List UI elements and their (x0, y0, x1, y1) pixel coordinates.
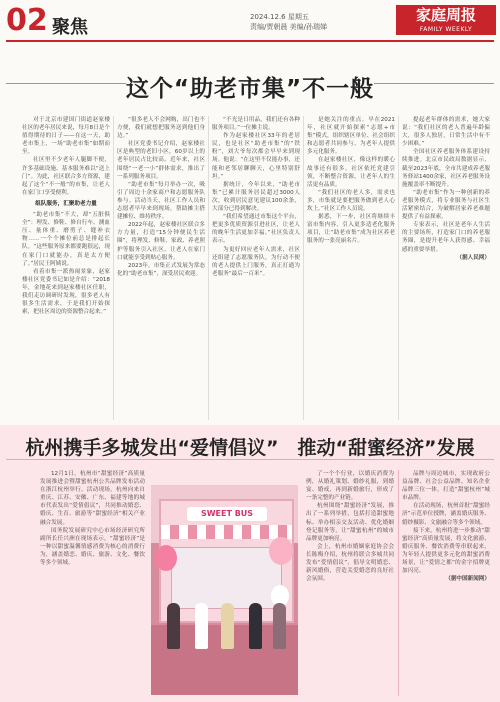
paragraph: 看着市集一派热闹景象，赵家楼社区党委书记如是介绍：“2018年，金地花来到赵家楼社区任职，我们走访调研时发现，很多老人有很多生活需求，于是我们开始探索，把社区周边的资源整合起来。” (22, 268, 110, 316)
paragraph: 了一个个行业，以婚庆消费为例，从婚礼策划、婚纱礼服，到婚宴、婚戒，再到新婚旅行，形成了一条完整的产业链。 (306, 471, 394, 502)
newspaper-logo (396, 5, 496, 35)
paragraph: 2023年，市集正式发展为常态化的“助老市集”，深受居民欢迎。 (117, 262, 205, 277)
paragraph: 据统计，今年以来，“助老市集”已累计服务居民超过3000人次，收到居民意见建议100余条，大部分已得到解决。 (212, 181, 300, 213)
byline: （据人民网） (456, 254, 490, 261)
article1-column-3 (212, 116, 300, 420)
article1-column-2 (117, 116, 205, 420)
paragraph: 国务院发展研究中心市场经济研究所副所长任兴洲在现场表示，“甜蜜经济”是一种以甜蜜温馨情感消费为核心的消费行为，涵盖婚恋、婚庆、旅游、文化、餐饮等多个领域。 (40, 527, 145, 567)
shop-window (171, 547, 282, 609)
logo-chinese: 家庭周报 (415, 6, 476, 24)
article2-headline: 杭州携手多城发出“爱情倡议” 推动“甜蜜经济”发展 (25, 437, 475, 459)
paragraph: “助老市集”作为一种创新的养老服务模式，将专业服务与社区生活紧密结合，为破解居家养老难题提供了有益探索。 (402, 189, 490, 221)
article1-column-4 (307, 116, 395, 420)
visitor (273, 603, 286, 649)
subheading: 组队服务，汇聚助老力量 (35, 200, 97, 207)
paragraph: “很多老人不会网购，出门也不方便，我们就想把服务送到他们身边。” (117, 117, 205, 140)
paragraph: “我们希望通过市集这个平台，把更多优质资源引进社区，让老人的晚年生活更加幸福。”社区负责人表示。 (212, 214, 300, 245)
paragraph: 社区党委书记介绍，赵家楼社区是典型的老旧小区，60岁以上的老年居民占比较高。近年来，社区围绕“一老一小”群体需求，推出了一系列服务项目。 (117, 141, 205, 180)
column-divider (398, 470, 399, 696)
visitor (167, 603, 180, 649)
article1-column-1 (22, 116, 110, 420)
masthead (0, 0, 500, 44)
paragraph: “助老市集”每月举办一次，吸引了周边十余家商户和志愿服务队参与。活动当天，社区工作人员和志愿者早早来到现场，帮助摊主搭建摊位、维持秩序。 (117, 181, 205, 221)
paragraph: 在活动现场，杭州首批“甜蜜经济”示范单位授牌，涵盖婚庆服务、婚纱摄影、文旅融合等多个领域。 (402, 503, 490, 526)
column-divider (113, 116, 114, 420)
paragraph: 杭州围绕“甜蜜经济”发展，推出了一系列举措，包括打造甜蜜地标、举办相亲交友活动、优化婚姻登记服务等，让“甜蜜杭州”的城市品牌更加响亮。 (306, 503, 394, 542)
paragraph: “不光是日用品，我们还有各种服务项目。”一位摊主说。 (212, 117, 300, 132)
paragraph: 提起老年群体的需求，她大家说：“我们社区的老人普遍年龄偏大，很多人独居，日常生活中有不少困难。” (402, 117, 490, 148)
paragraph: “我们社区的老人多，需求也多，市集就是要把服务做到老人心坎上。”社区工作人员说。 (307, 189, 395, 213)
paragraph: “助老市集”不大，却“五脏俱全”：理发、修鞋、修自行车、测血压、量体重、磨剪子、缝补衣物……一个个摊位前总是排起长队。“这些服务原来都要跑很远，现在家门口就能办，真是太方便了。”居民王阿姨说。 (22, 212, 110, 267)
balloon (269, 537, 293, 565)
article2-column-2 (306, 470, 394, 696)
column-divider (398, 116, 399, 420)
byline: （据中国新闻网） (445, 576, 490, 583)
article-headline: 这个“助老市集”不一般 (125, 76, 375, 102)
balloon (155, 545, 177, 571)
striped-awning (161, 525, 292, 539)
visitor (221, 603, 234, 649)
visitor (249, 603, 262, 649)
paragraph: 据悉，下一步，社区将继续丰富市集内容，引入更多适老化服务项目，让“助老市集”成为社区养老服务的一张亮丽名片。 (307, 214, 395, 245)
section-label: 聚焦 (52, 17, 88, 38)
column-divider (303, 116, 304, 420)
editor-credits: 责编/贾朝晨 美编/孙瑞娣 (250, 23, 327, 31)
issue-date: 2024.12.6 星期五 (250, 13, 309, 21)
column-divider (208, 116, 209, 420)
paragraph: 12月1日，杭州市“甜蜜经济”高质量发展推进会暨甜蜜杭州公共品牌发布活动在浙江杭州举行。活动现场，杭州向来自重庆、江苏、安徽、广东、福建等地的城市代表发出“爱情倡议”，共同推动婚恋、婚庆、生育、旅游等“甜蜜经济”相关产业融合发展。 (40, 471, 145, 526)
masthead-divider (6, 40, 494, 42)
article2-column-1 (40, 470, 145, 696)
article1-column-5 (402, 116, 490, 420)
paragraph: 是她关注的重点。早在2021年，社区就开始探索“志愿+市集”模式，组织辖区单位、社会组织和志愿者共同参与，为老年人提供多元化服务。 (307, 117, 395, 156)
paragraph: 对于北京市建国门街道赵家楼社区的老年居民来说，每月8日是个值得期待的日子——在这一天，助老市集上，一场“助老市集”如期而至。 (22, 117, 110, 156)
paragraph: 接下来，杭州将进一步推动“甜蜜经济”高质量发展，将文化旅游、婚庆服务、餐饮消费等串联起来，为年轻人提供更多元化的甜蜜消费场景，让“爱情之都”的金字招牌更加闪亮。 (402, 527, 490, 575)
paragraph: 品牌与周边城市，实现政府公益品牌、社会公益品牌、知名企业品牌三位一体，打造“甜蜜杭州”城市品牌。 (402, 471, 490, 502)
visitor (195, 603, 208, 649)
store-sign: SWEET BUS (187, 507, 267, 521)
paragraph: 作为赵家楼社区33年的老居民，也是社区“助老市集”的“铁粉”，刘大爷每次都会早早来到现场。他说：“在这里不仅能办事，还能和老邻居聊聊天，心里特别舒坦。” (212, 133, 300, 180)
logo-english: FAMILY WEEKLY (419, 26, 473, 33)
paragraph: 2022年起，赵家楼社区联合多方力量，打造“15分钟便民生活圈”，将理发、修鞋、家政、养老照护等服务引入社区，让老人在家门口就能享受到贴心服务。 (117, 222, 205, 261)
article2-divider (6, 459, 494, 460)
paragraph: 社区里不少老年人腿脚不便，许多基础设施、基本服务难以“送上门”。为此，社区联合多方资源，建起了这个“不一般”的市集，让老人在家门口享受便利。 (22, 157, 110, 196)
paragraph: 全国社区养老服务体系建设持续推进。北京市民政局数据显示，截至2023年底，全市共建成养老服务驿站1400余家，社区养老服务设施覆盖率不断提升。 (402, 149, 490, 188)
page-number: 02 (6, 3, 48, 38)
sweet-bus-store-photo (151, 485, 298, 695)
paragraph: 为更好回应老年人需求，社区还组建了志愿服务队，为行动不便的老人提供上门服务，真正打通为老服务“最后一百米”。 (212, 246, 300, 277)
paragraph: 会上，杭州市婚姻家庭协会会长陈梅介绍，杭州将联合多城共同发布“爱情倡议”，倡导文明婚恋、新风婚俗，营造关爱婚恋的良好社会氛围。 (306, 543, 394, 583)
article2-column-3 (402, 470, 490, 696)
paragraph: 在赵家楼社区，像这样的暖心故事还有很多。社区依托党建引领，不断整合资源，让老年人的生活更有品质。 (307, 157, 395, 188)
paragraph: 专家表示，社区是老年人生活的主要场所，打造家门口的养老服务圈，是提升老年人获得感、幸福感的重要举措。 (402, 222, 490, 253)
